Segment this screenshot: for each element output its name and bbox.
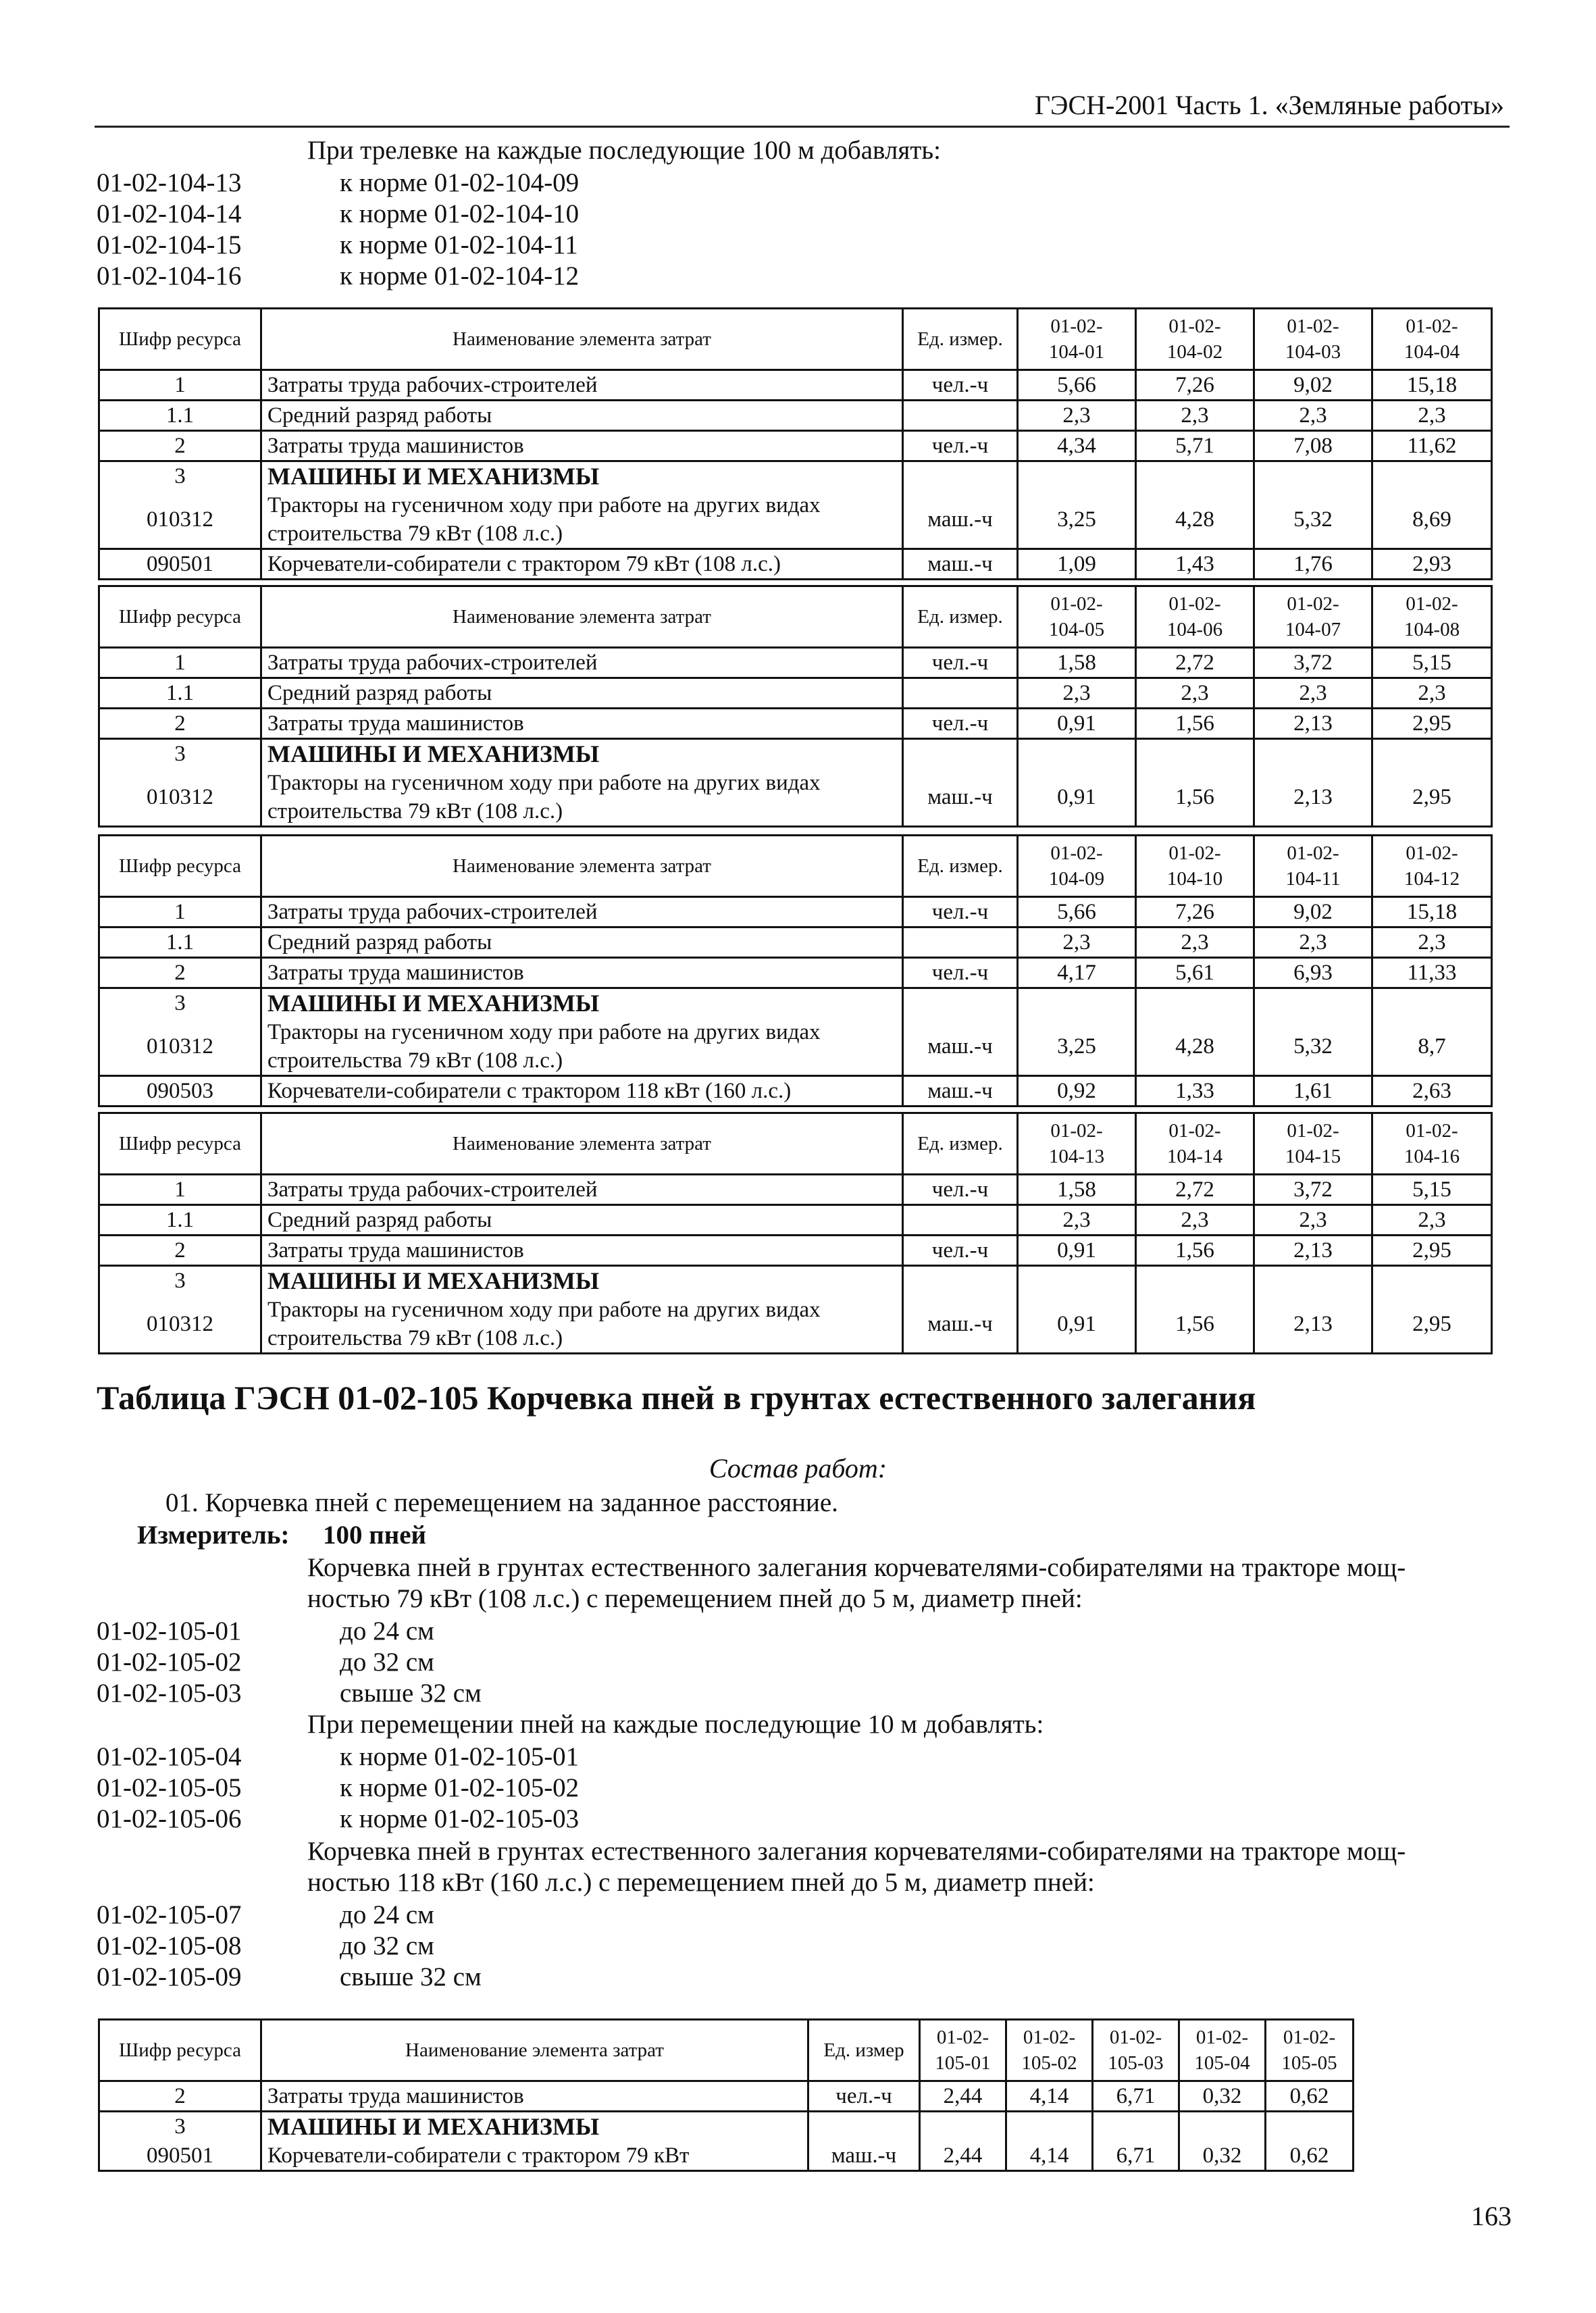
cell-value: 3,72: [1254, 1175, 1372, 1205]
cell-value: [1136, 988, 1254, 1018]
cell-value: 0,91: [1018, 709, 1136, 739]
cell-value: 5,71: [1136, 431, 1254, 461]
cell-value: 1,56: [1136, 1296, 1254, 1354]
cell-value: [1018, 461, 1136, 491]
table-row: [99, 431, 1492, 461]
cell-unit: маш.-ч: [903, 1018, 1018, 1076]
table-row: [99, 461, 1492, 491]
cell-unit: маш.-ч: [903, 769, 1018, 827]
cell-code: 090501: [99, 2141, 261, 2171]
cell-value: 2,72: [1136, 1175, 1254, 1205]
cell-value: 1,56: [1136, 1236, 1254, 1266]
cell-value: 2,44: [920, 2081, 1006, 2112]
cell-unit: [903, 927, 1018, 958]
table-row: [99, 648, 1492, 678]
cell-value: 2,3: [1136, 1205, 1254, 1236]
cell-code: 3: [99, 1266, 261, 1296]
izmeritel-label: Измеритель:: [137, 1521, 290, 1550]
cell-name: Затраты труда рабочих-строителей: [261, 648, 903, 678]
col-header-unit: Ед. измер.: [903, 836, 1018, 897]
table-row: [99, 1296, 1492, 1354]
cell-value: 2,3: [1372, 401, 1492, 431]
table-row: [99, 1076, 1492, 1107]
cell-code: 090501: [99, 549, 261, 580]
table-row: [99, 2112, 1354, 2141]
col-header-norm: 01-02- 104-05: [1018, 586, 1136, 648]
cell-value: 1,09: [1018, 549, 1136, 580]
add-title: При перемещении пней на каждые последующие 10 м добавлять:: [307, 1710, 1044, 1739]
item-text: до 24 см: [340, 1617, 434, 1646]
cell-value: [920, 2112, 1006, 2141]
cell-unit: [903, 678, 1018, 709]
cell-value: 2,95: [1372, 769, 1492, 827]
cell-name: МАШИНЫ И МЕХАНИЗМЫ: [261, 988, 903, 1018]
cell-name: Затраты труда машинистов: [261, 958, 903, 988]
item-text: свыше 32 см: [340, 1962, 482, 1991]
col-header-norm: 01-02- 105-01: [920, 2020, 1006, 2081]
cell-value: [1179, 2112, 1266, 2141]
col-header-norm: 01-02- 104-03: [1254, 309, 1372, 370]
cell-value: 1,76: [1254, 549, 1372, 580]
cell-value: 2,3: [1254, 401, 1372, 431]
cell-unit: маш.-ч: [903, 491, 1018, 549]
cell-value: 1,61: [1254, 1076, 1372, 1107]
cell-value: 7,08: [1254, 431, 1372, 461]
table-row: [99, 1266, 1492, 1296]
cell-name: МАШИНЫ И МЕХАНИЗМЫ: [261, 2112, 808, 2141]
col-header-unit: Ед. измер: [808, 2020, 920, 2081]
cell-value: 5,15: [1372, 1175, 1492, 1205]
resource-table: [98, 834, 1493, 1107]
page-header: [95, 86, 1510, 128]
cell-name: Средний разряд работы: [261, 401, 903, 431]
table-row: [99, 958, 1492, 988]
intro-104-text: к норме 01-02-104-09: [340, 168, 580, 197]
resource-table: [98, 585, 1493, 828]
cell-name: МАШИНЫ И МЕХАНИЗМЫ: [261, 739, 903, 769]
cell-value: 11,33: [1372, 958, 1492, 988]
cell-code: 010312: [99, 769, 261, 827]
table-row: [99, 739, 1492, 769]
izmeritel-value: 100 пней: [323, 1521, 426, 1550]
cell-unit: чел.-ч: [903, 370, 1018, 401]
cell-value: 2,3: [1254, 678, 1372, 709]
cell-value: [1372, 739, 1492, 769]
cell-unit: [903, 1266, 1018, 1296]
cell-unit: чел.-ч: [903, 431, 1018, 461]
cell-code: 1.1: [99, 1205, 261, 1236]
intro-104-text: к норме 01-02-104-10: [340, 199, 580, 228]
cell-value: [1136, 739, 1254, 769]
cell-value: [1254, 461, 1372, 491]
cell-value: 2,72: [1136, 648, 1254, 678]
cell-value: 2,93: [1372, 549, 1492, 580]
cell-value: [1372, 461, 1492, 491]
item-code: 01-02-105-09: [97, 1962, 242, 1991]
cell-unit: чел.-ч: [903, 648, 1018, 678]
cell-value: 8,69: [1372, 491, 1492, 549]
cell-value: 2,44: [920, 2141, 1006, 2171]
cell-value: [1266, 2112, 1354, 2141]
cell-value: 5,15: [1372, 648, 1492, 678]
cell-value: [1018, 1266, 1136, 1296]
cell-name: Корчеватели-собиратели с трактором 79 кВт (108 л.с.): [261, 549, 903, 580]
cell-value: [1254, 739, 1372, 769]
col-header-norm: 01-02- 104-01: [1018, 309, 1136, 370]
cell-value: 2,13: [1254, 1296, 1372, 1354]
item-code: 01-02-105-07: [97, 1900, 242, 1929]
cell-code: 1.1: [99, 678, 261, 709]
cell-value: 4,34: [1018, 431, 1136, 461]
item-code: 01-02-105-03: [97, 1679, 242, 1708]
cell-value: 3,72: [1254, 648, 1372, 678]
col-header-code: Шифр ресурса: [99, 1113, 261, 1175]
cell-name: Затраты труда машинистов: [261, 1236, 903, 1266]
col-header-norm: 01-02- 104-07: [1254, 586, 1372, 648]
cell-value: 15,18: [1372, 897, 1492, 927]
cell-name: Затраты труда рабочих-строителей: [261, 370, 903, 401]
col-header-norm: 01-02- 105-02: [1006, 2020, 1093, 2081]
cell-code: 3: [99, 739, 261, 769]
table-row: [99, 988, 1492, 1018]
cell-code: 1.1: [99, 927, 261, 958]
cell-value: 5,66: [1018, 370, 1136, 401]
table-row: [99, 549, 1492, 580]
cell-name: Тракторы на гусеничном ходу при работе на других видах строительства 79 кВт (108 л.с.): [261, 769, 903, 827]
cell-value: 15,18: [1372, 370, 1492, 401]
table-row: [99, 1236, 1492, 1266]
item-text: к норме 01-02-105-02: [340, 1773, 580, 1802]
col-header-norm: 01-02- 104-15: [1254, 1113, 1372, 1175]
cell-value: 0,62: [1266, 2081, 1354, 2112]
sostav-rabot-title: Состав работ:: [709, 1453, 887, 1483]
cell-code: 010312: [99, 1018, 261, 1076]
resource-table: [98, 307, 1493, 580]
cell-name: Средний разряд работы: [261, 1205, 903, 1236]
cell-code: 3: [99, 461, 261, 491]
cell-value: 4,28: [1136, 1018, 1254, 1076]
cell-name: Затраты труда рабочих-строителей: [261, 1175, 903, 1205]
intro-104-code: 01-02-104-16: [97, 261, 242, 290]
table-row: [99, 678, 1492, 709]
col-header-norm: 01-02- 104-14: [1136, 1113, 1254, 1175]
cell-name: Средний разряд работы: [261, 927, 903, 958]
cell-value: 2,95: [1372, 1296, 1492, 1354]
cell-code: 2: [99, 2081, 261, 2112]
cell-name: Затраты труда машинистов: [261, 2081, 808, 2112]
cell-name: Затраты труда рабочих-строителей: [261, 897, 903, 927]
paragraph-79kw-cont: ностью 79 кВт (108 л.с.) с перемещением пней до 5 м, диаметр пней:: [307, 1584, 1083, 1613]
cell-unit: маш.-ч: [903, 1296, 1018, 1354]
intro-104-code: 01-02-104-14: [97, 199, 242, 228]
col-header-name: Наименование элемента затрат: [261, 2020, 808, 2081]
item-text: к норме 01-02-105-01: [340, 1742, 580, 1771]
cell-value: [1372, 988, 1492, 1018]
cell-name: Корчеватели-собиратели с трактором 79 кВт: [261, 2141, 808, 2171]
page-number: 163: [1471, 2201, 1512, 2231]
cell-value: [1254, 1266, 1372, 1296]
cell-value: [1006, 2112, 1093, 2141]
cell-value: 2,3: [1018, 1205, 1136, 1236]
cell-code: 1: [99, 370, 261, 401]
item-text: до 32 см: [340, 1648, 434, 1677]
table-row: [99, 1018, 1492, 1076]
cell-code: 1: [99, 1175, 261, 1205]
item-text: до 32 см: [340, 1931, 434, 1960]
col-header-norm: 01-02- 104-12: [1372, 836, 1492, 897]
cell-value: 1,43: [1136, 549, 1254, 580]
cell-code: 1.1: [99, 401, 261, 431]
col-header-code: Шифр ресурса: [99, 836, 261, 897]
cell-value: 1,58: [1018, 648, 1136, 678]
cell-value: [1136, 1266, 1254, 1296]
col-header-code: Шифр ресурса: [99, 2020, 261, 2081]
cell-value: 0,32: [1179, 2081, 1266, 2112]
cell-value: 0,92: [1018, 1076, 1136, 1107]
col-header-unit: Ед. измер.: [903, 1113, 1018, 1175]
item-text: до 24 см: [340, 1900, 434, 1929]
col-header-norm: 01-02- 105-03: [1093, 2020, 1179, 2081]
cell-name: Затраты труда машинистов: [261, 709, 903, 739]
cell-value: 6,71: [1093, 2141, 1179, 2171]
cell-unit: [903, 988, 1018, 1018]
item-code: 01-02-105-05: [97, 1773, 242, 1802]
paragraph-118kw-cont: ностью 118 кВт (160 л.с.) с перемещением пней до 5 м, диаметр пней:: [307, 1868, 1095, 1897]
intro-104-text: к норме 01-02-104-11: [340, 230, 578, 259]
table-row: [99, 709, 1492, 739]
cell-name: Затраты труда машинистов: [261, 431, 903, 461]
cell-unit: [903, 1205, 1018, 1236]
paragraph-79kw: Корчевка пней в грунтах естественного залегания корчевателями-собирателями на тракторе мощ-: [307, 1553, 1406, 1582]
cell-code: 1: [99, 648, 261, 678]
resource-table: [98, 1112, 1493, 1354]
col-header-norm: 01-02- 104-10: [1136, 836, 1254, 897]
cell-unit: чел.-ч: [903, 958, 1018, 988]
cell-value: 6,71: [1093, 2081, 1179, 2112]
cell-name: Тракторы на гусеничном ходу при работе на других видах строительства 79 кВт (108 л.с.): [261, 491, 903, 549]
sostav-item: 01. Корчевка пней с перемещением на заданное расстояние.: [165, 1488, 838, 1517]
cell-value: [1018, 988, 1136, 1018]
cell-value: 5,66: [1018, 897, 1136, 927]
cell-unit: чел.-ч: [903, 1175, 1018, 1205]
col-header-norm: 01-02- 105-05: [1266, 2020, 1354, 2081]
cell-value: 5,32: [1254, 491, 1372, 549]
item-code: 01-02-105-06: [97, 1804, 242, 1833]
item-code: 01-02-105-02: [97, 1648, 242, 1677]
cell-value: [1018, 739, 1136, 769]
intro-104-title: При трелевке на каждые последующие 100 м добавлять:: [307, 136, 941, 165]
col-header-name: Наименование элемента затрат: [261, 1113, 903, 1175]
cell-unit: [903, 401, 1018, 431]
cell-value: [1372, 1266, 1492, 1296]
cell-value: 7,26: [1136, 370, 1254, 401]
col-header-name: Наименование элемента затрат: [261, 836, 903, 897]
cell-code: 2: [99, 1236, 261, 1266]
col-header-norm: 01-02- 104-11: [1254, 836, 1372, 897]
cell-value: 4,14: [1006, 2081, 1093, 2112]
cell-unit: чел.-ч: [808, 2081, 920, 2112]
cell-value: 0,62: [1266, 2141, 1354, 2171]
cell-code: 2: [99, 958, 261, 988]
cell-code: 090503: [99, 1076, 261, 1107]
col-header-norm: 01-02- 104-09: [1018, 836, 1136, 897]
cell-code: 2: [99, 709, 261, 739]
cell-unit: чел.-ч: [903, 1236, 1018, 1266]
col-header-code: Шифр ресурса: [99, 309, 261, 370]
col-header-name: Наименование элемента затрат: [261, 586, 903, 648]
cell-name: Тракторы на гусеничном ходу при работе на других видах строительства 79 кВт (108 л.с.): [261, 1018, 903, 1076]
table-row: [99, 927, 1492, 958]
cell-unit: [808, 2112, 920, 2141]
col-header-unit: Ед. измер.: [903, 586, 1018, 648]
cell-value: 4,28: [1136, 491, 1254, 549]
cell-unit: [903, 739, 1018, 769]
cell-value: 2,3: [1372, 678, 1492, 709]
col-header-name: Наименование элемента затрат: [261, 309, 903, 370]
table-row: [99, 491, 1492, 549]
cell-value: 2,3: [1254, 927, 1372, 958]
cell-value: 2,3: [1254, 1205, 1372, 1236]
table-row: [99, 897, 1492, 927]
intro-104-code: 01-02-104-15: [97, 230, 242, 259]
resource-table: [98, 2018, 1354, 2172]
table-105-title: Таблица ГЭСН 01-02-105 Корчевка пней в грунтах естественного залегания: [97, 1379, 1256, 1417]
cell-value: 2,3: [1372, 1205, 1492, 1236]
cell-code: 010312: [99, 1296, 261, 1354]
cell-value: 2,3: [1136, 401, 1254, 431]
cell-value: 3,25: [1018, 1018, 1136, 1076]
table-row: [99, 1175, 1492, 1205]
item-text: к норме 01-02-105-03: [340, 1804, 580, 1833]
cell-unit: [903, 461, 1018, 491]
cell-unit: маш.-ч: [808, 2141, 920, 2171]
cell-value: 1,33: [1136, 1076, 1254, 1107]
cell-value: 2,3: [1018, 401, 1136, 431]
cell-value: 9,02: [1254, 897, 1372, 927]
cell-value: 2,63: [1372, 1076, 1492, 1107]
col-header-code: Шифр ресурса: [99, 586, 261, 648]
cell-value: 7,26: [1136, 897, 1254, 927]
cell-value: 2,3: [1018, 678, 1136, 709]
cell-value: 0,91: [1018, 1236, 1136, 1266]
intro-104-text: к норме 01-02-104-12: [340, 261, 580, 290]
cell-value: 8,7: [1372, 1018, 1492, 1076]
cell-unit: маш.-ч: [903, 549, 1018, 580]
cell-unit: чел.-ч: [903, 709, 1018, 739]
cell-value: 0,32: [1179, 2141, 1266, 2171]
table-row: [99, 401, 1492, 431]
cell-value: 2,3: [1018, 927, 1136, 958]
item-code: 01-02-105-08: [97, 1931, 242, 1960]
col-header-norm: 01-02- 104-06: [1136, 586, 1254, 648]
cell-value: 6,93: [1254, 958, 1372, 988]
cell-name: Средний разряд работы: [261, 678, 903, 709]
cell-name: Корчеватели-собиратели с трактором 118 кВт (160 л.с.): [261, 1076, 903, 1107]
cell-value: 2,3: [1372, 927, 1492, 958]
cell-value: 0,91: [1018, 769, 1136, 827]
col-header-norm: 01-02- 104-16: [1372, 1113, 1492, 1175]
cell-unit: маш.-ч: [903, 1076, 1018, 1107]
cell-value: 9,02: [1254, 370, 1372, 401]
table-row: [99, 769, 1492, 827]
cell-code: 2: [99, 431, 261, 461]
header-title: ГЭСН-2001 Часть 1. «Земляные работы»: [1034, 90, 1504, 120]
cell-value: 2,3: [1136, 678, 1254, 709]
table-row: [99, 2141, 1354, 2171]
cell-value: 2,13: [1254, 769, 1372, 827]
cell-value: 2,95: [1372, 709, 1492, 739]
cell-value: 5,32: [1254, 1018, 1372, 1076]
cell-value: 2,13: [1254, 709, 1372, 739]
paragraph-118kw: Корчевка пней в грунтах естественного залегания корчевателями-собирателями на тракторе мощ-: [307, 1837, 1406, 1866]
col-header-norm: 01-02- 104-08: [1372, 586, 1492, 648]
col-header-unit: Ед. измер.: [903, 309, 1018, 370]
table-row: [99, 2081, 1354, 2112]
cell-name: Тракторы на гусеничном ходу при работе на других видах строительства 79 кВт (108 л.с.): [261, 1296, 903, 1354]
cell-value: [1093, 2112, 1179, 2141]
col-header-norm: 01-02- 105-04: [1179, 2020, 1266, 2081]
cell-value: 4,17: [1018, 958, 1136, 988]
cell-value: 5,61: [1136, 958, 1254, 988]
cell-value: 3,25: [1018, 491, 1136, 549]
cell-unit: чел.-ч: [903, 897, 1018, 927]
cell-value: [1254, 988, 1372, 1018]
cell-code: 010312: [99, 491, 261, 549]
cell-value: 0,91: [1018, 1296, 1136, 1354]
cell-value: 2,3: [1136, 927, 1254, 958]
intro-104-code: 01-02-104-13: [97, 168, 242, 197]
col-header-norm: 01-02- 104-13: [1018, 1113, 1136, 1175]
item-text: свыше 32 см: [340, 1679, 482, 1708]
cell-value: 4,14: [1006, 2141, 1093, 2171]
cell-code: 3: [99, 988, 261, 1018]
col-header-norm: 01-02- 104-02: [1136, 309, 1254, 370]
item-code: 01-02-105-01: [97, 1617, 242, 1646]
cell-code: 1: [99, 897, 261, 927]
item-code: 01-02-105-04: [97, 1742, 242, 1771]
cell-code: 3: [99, 2112, 261, 2141]
cell-name: МАШИНЫ И МЕХАНИЗМЫ: [261, 1266, 903, 1296]
table-row: [99, 370, 1492, 401]
cell-value: 11,62: [1372, 431, 1492, 461]
cell-value: 1,58: [1018, 1175, 1136, 1205]
cell-value: 2,13: [1254, 1236, 1372, 1266]
col-header-norm: 01-02- 104-04: [1372, 309, 1492, 370]
cell-value: 2,95: [1372, 1236, 1492, 1266]
cell-value: 1,56: [1136, 769, 1254, 827]
table-row: [99, 1205, 1492, 1236]
cell-value: 1,56: [1136, 709, 1254, 739]
cell-value: [1136, 461, 1254, 491]
cell-name: МАШИНЫ И МЕХАНИЗМЫ: [261, 461, 903, 491]
